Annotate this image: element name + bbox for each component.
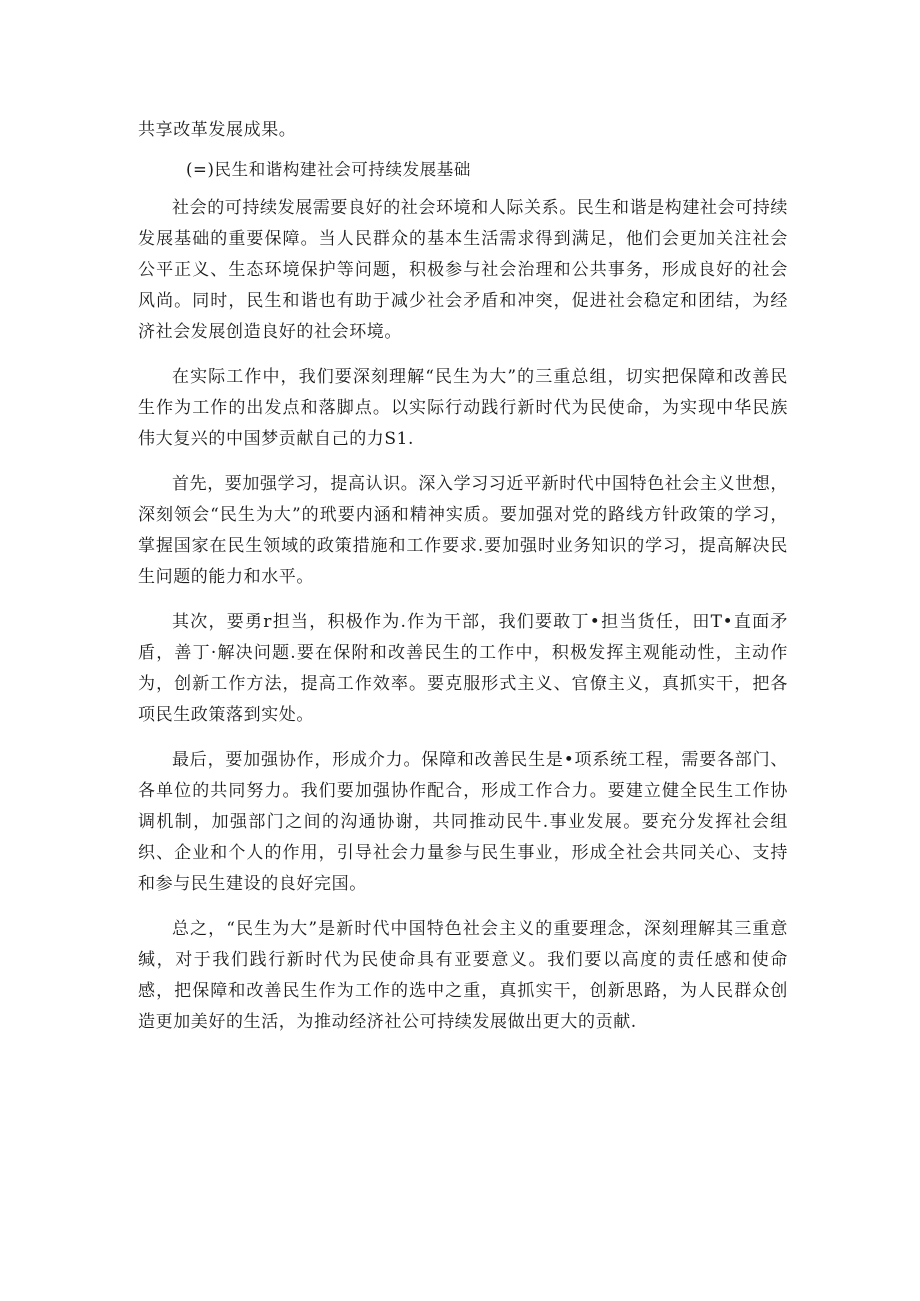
section-heading: (=)民生和谐构建社会可持续发展基础 (186, 160, 471, 179)
paragraph-first-study: 首先，要加强学习，提高认识。深入学习习近平新时代中国特色社会主义世想，深刻领会“民生为大”的玳要内涵和精神实质。要加强对党的路线方针政策的学习，掌握国家在民生领域的政策措施和工作要求.要加强时业务知识的学习，提高解决民生问题的能力和水平。 (138, 474, 788, 587)
paragraph-continuation: 共享改革发展成果。 (138, 120, 297, 140)
paragraph-social-harmony: 社会的可持续发展需要良好的社会环境和人际关系。民生和谐是构建社会可持续发展基础的重要保障。当人民群众的基本生活需求得到满足，他们会更加关注社会公平正义、生态环境保护等问题，积极参与社会治理和公共事务，形成良好的社会风尚。同时，民生和谐也有助于减少社会矛盾和冲突，促进社会稳定和团结，为经济社会发展创造良好的社会环境。 (138, 198, 788, 342)
paragraph-conclusion: 总之，“民生为大”是新时代中国特色社会主义的重要理念，深刻理解其三重意缄，对于我们践行新时代为民使命具有亚要意义。我们要以高度的责任感和使命感，把保障和改善民生作为工作的选中之重，真抓实干，创新思路，为人民群众创造更加美好的生活，为推动经济社公可持续发展做出更大的贡献. (138, 919, 788, 1032)
paragraph-practical-work: 在实际工作中，我们要深刻理解“民生为大”的三重总组，切实把保障和改善民生作为工作的出发点和落脚点。以实际行动践行新时代为民使命，为实现中华民族伟大复兴的中国梦贡献自己的力S1. (138, 367, 788, 449)
document-body (138, 115, 788, 1038)
paragraph-third-cooperation: 最后，要加强协作，形成介力。保障和改善民生是•项系统工程，需要各部门、各单位的共同努力。我们要加强协作配合，形成工作合力。要建立健全民生工作协调机制，加强部门之间的沟通协谢，共同推动民牛.事业发展。要充分发挥社会组织、企业和个人的作用，引导社会力量参与民生事业，形成全社会共同关心、支持和参与民生建设的良好完国。 (138, 750, 788, 894)
paragraph-second-responsibility: 其次，要勇r担当，积极作为.作为干部，我们要敢丁•担当货任，田T•直面矛盾，善丁·解决问题.要在保附和改善民生的工作中，积极发挥主观能动性，主动作为，创新工作方法，提高工作效率。要克服形式主义、官僚主义，真抓实干，把各项民生政策落到实处。 (138, 612, 788, 725)
